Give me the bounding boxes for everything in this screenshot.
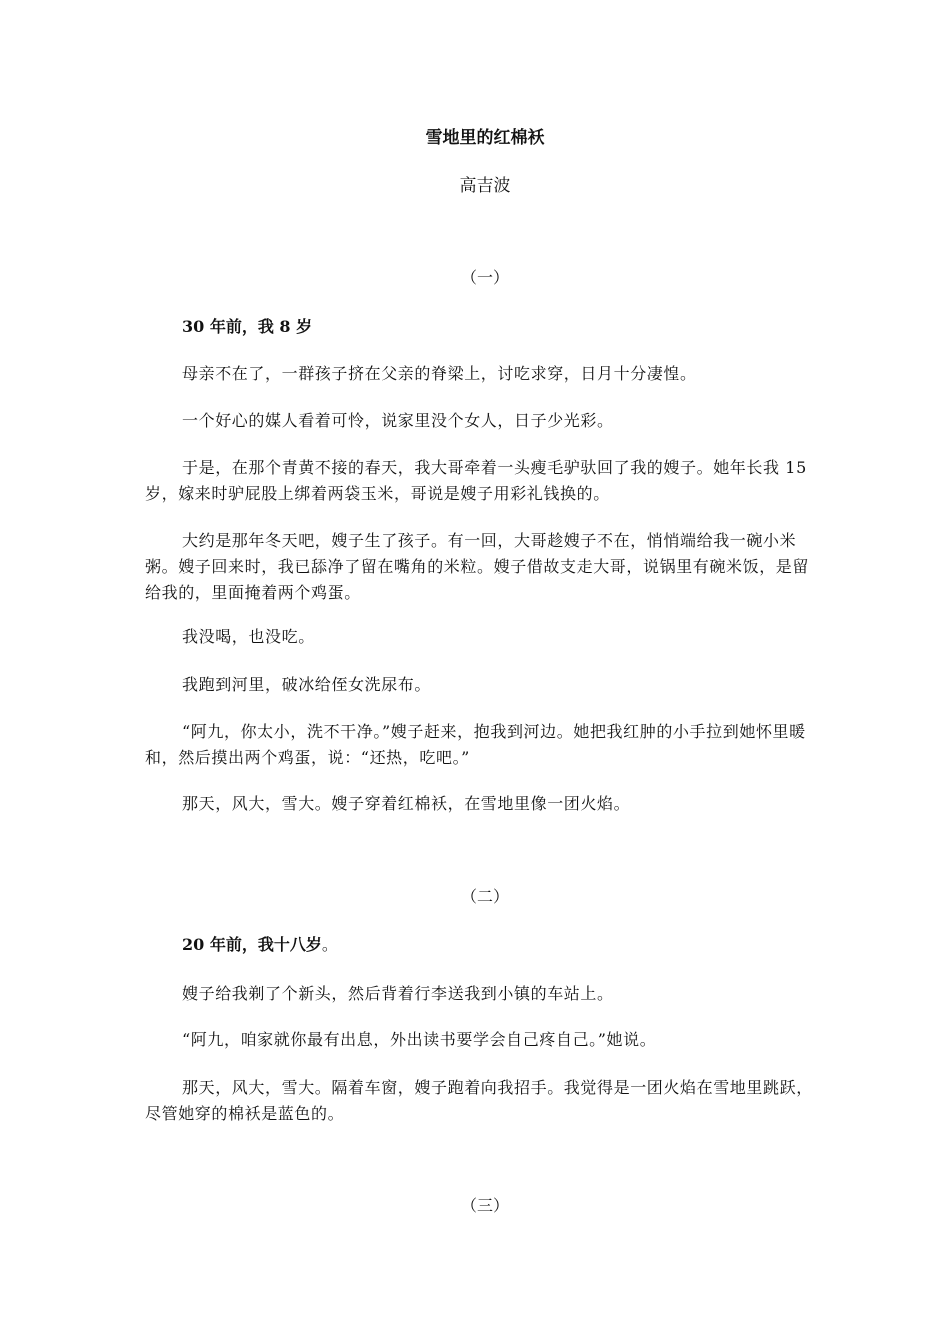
section-marker-1: （一）	[460, 268, 509, 287]
section-heading-2	[182, 934, 338, 956]
document-title: 雪地里的红棉袄	[425, 128, 545, 148]
section-marker-3: （三）	[460, 1196, 509, 1215]
section-heading-2-text: 20 年前，我十八岁	[182, 935, 322, 954]
section-heading-1	[182, 316, 312, 338]
paragraph: 大约是那年冬天吧，嫂子生了孩子。有一回，大哥趁嫂子不在，悄悄端给我一碗小米粥。嫂子回来时，我已舔净了留在嘴角的米粒。嫂子借故支走大哥，说锅里有碗米饭，是留给我的，里面掩着两个鸡蛋。	[145, 531, 810, 602]
document-author: 高吉波	[459, 176, 511, 196]
paragraph: 于是，在那个青黄不接的春天，我大哥牵着一头瘦毛驴驮回了我的嫂子。她年长我 15 岁，嫁来时驴屁股上绑着两袋玉米，哥说是嫂子用彩礼钱换的。	[145, 458, 807, 503]
section-heading-2-suffix: 。	[321, 935, 338, 954]
paragraph: 嫂子给我剃了个新头，然后背着行李送我到小镇的车站上。	[182, 984, 614, 1003]
paragraph: 母亲不在了，一群孩子挤在父亲的脊梁上，讨吃求穿，日月十分凄惶。	[182, 364, 697, 383]
paragraph: 我跑到河里，破冰给侄女洗尿布。	[182, 675, 432, 694]
paragraph: “阿九，咱家就你最有出息，外出读书要学会自己疼自己。”她说。	[182, 1030, 657, 1049]
paragraph: 那天，风大，雪大。嫂子穿着红棉袄，在雪地里像一团火焰。	[182, 794, 631, 813]
paragraph: “阿九，你太小，洗不干净。”嫂子赶来，抱我到河边。她把我红肿的小手拉到她怀里暖和，然后摸出两个鸡蛋，说：“还热，吃吧。”	[145, 722, 806, 767]
paragraph: 那天，风大，雪大。隔着车窗，嫂子跑着向我招手。我觉得是一团火焰在雪地里跳跃，尽管她穿的棉袄是蓝色的。	[145, 1078, 813, 1123]
section-heading-1-text: 30 年前，我 8 岁	[182, 317, 313, 336]
paragraph: 一个好心的媒人看着可怜，说家里没个女人，日子少光彩。	[182, 411, 614, 430]
section-marker-2: （二）	[460, 887, 509, 906]
paragraph: 我没喝，也没吃。	[182, 627, 315, 646]
